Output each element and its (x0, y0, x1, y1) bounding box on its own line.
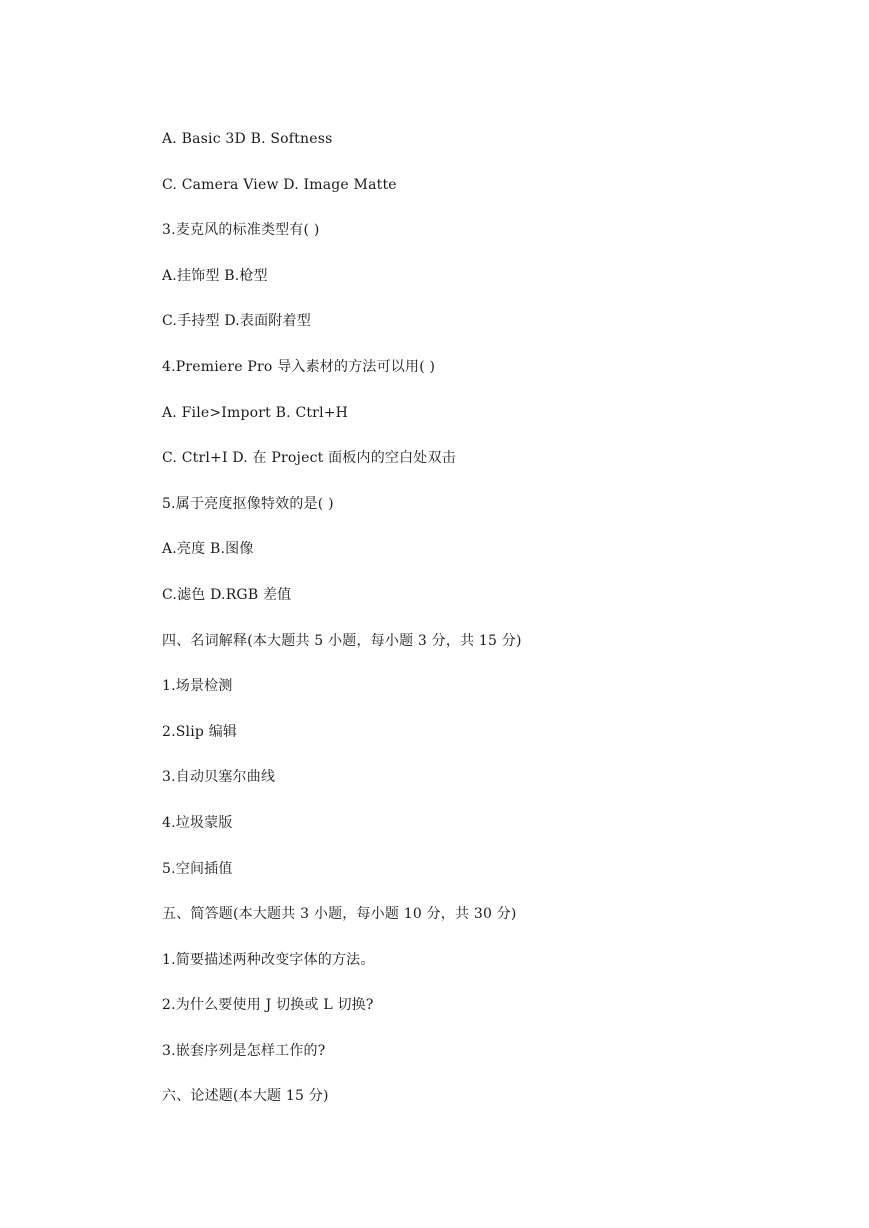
option-line-q4-cd: C. Ctrl+I D. 在 Project 面板内的空白处双击 (162, 450, 456, 467)
option-line-q2-cd: C. Camera View D. Image Matte (162, 176, 397, 193)
option-line-q2-ab: A. Basic 3D B. Softness (162, 131, 333, 147)
short-answer-item: 2.为什么要使用 J 切换或 L 切换? (162, 997, 374, 1014)
section-heading-5: 五、简答题(本大题共 3 小题，每小题 10 分，共 30 分) (162, 906, 517, 923)
term-item: 4.垃圾蒙版 (162, 814, 233, 831)
document-body (162, 128, 822, 1131)
term-item: 5.空间插值 (162, 860, 233, 877)
question-4: 4.Premiere Pro 导入素材的方法可以用( ) (162, 358, 436, 375)
option-line-q4-ab: A. File>Import B. Ctrl+H (162, 404, 349, 421)
question-5: 5.属于亮度抠像特效的是( ) (162, 495, 334, 512)
term-item: 1.场景检测 (162, 678, 233, 695)
option-line-q3-ab: A.挂饰型 B.枪型 (162, 267, 268, 284)
option-line-q3-cd: C.手持型 D.表面附着型 (162, 313, 311, 330)
question-3: 3.麦克风的标准类型有( ) (162, 222, 320, 239)
short-answer-item: 1.简要描述两种改变字体的方法。 (162, 951, 375, 968)
term-item: 3.自动贝塞尔曲线 (162, 769, 276, 786)
section-heading-6: 六、论述题(本大题 15 分) (162, 1088, 329, 1105)
section-heading-4: 四、名词解释(本大题共 5 小题，每小题 3 分，共 15 分) (162, 632, 522, 649)
term-item: 2.Slip 编辑 (162, 723, 238, 740)
option-line-q5-ab: A.亮度 B.图像 (162, 541, 254, 558)
short-answer-item: 3.嵌套序列是怎样工作的? (162, 1042, 326, 1059)
option-line-q5-cd: C.滤色 D.RGB 差值 (162, 586, 292, 603)
